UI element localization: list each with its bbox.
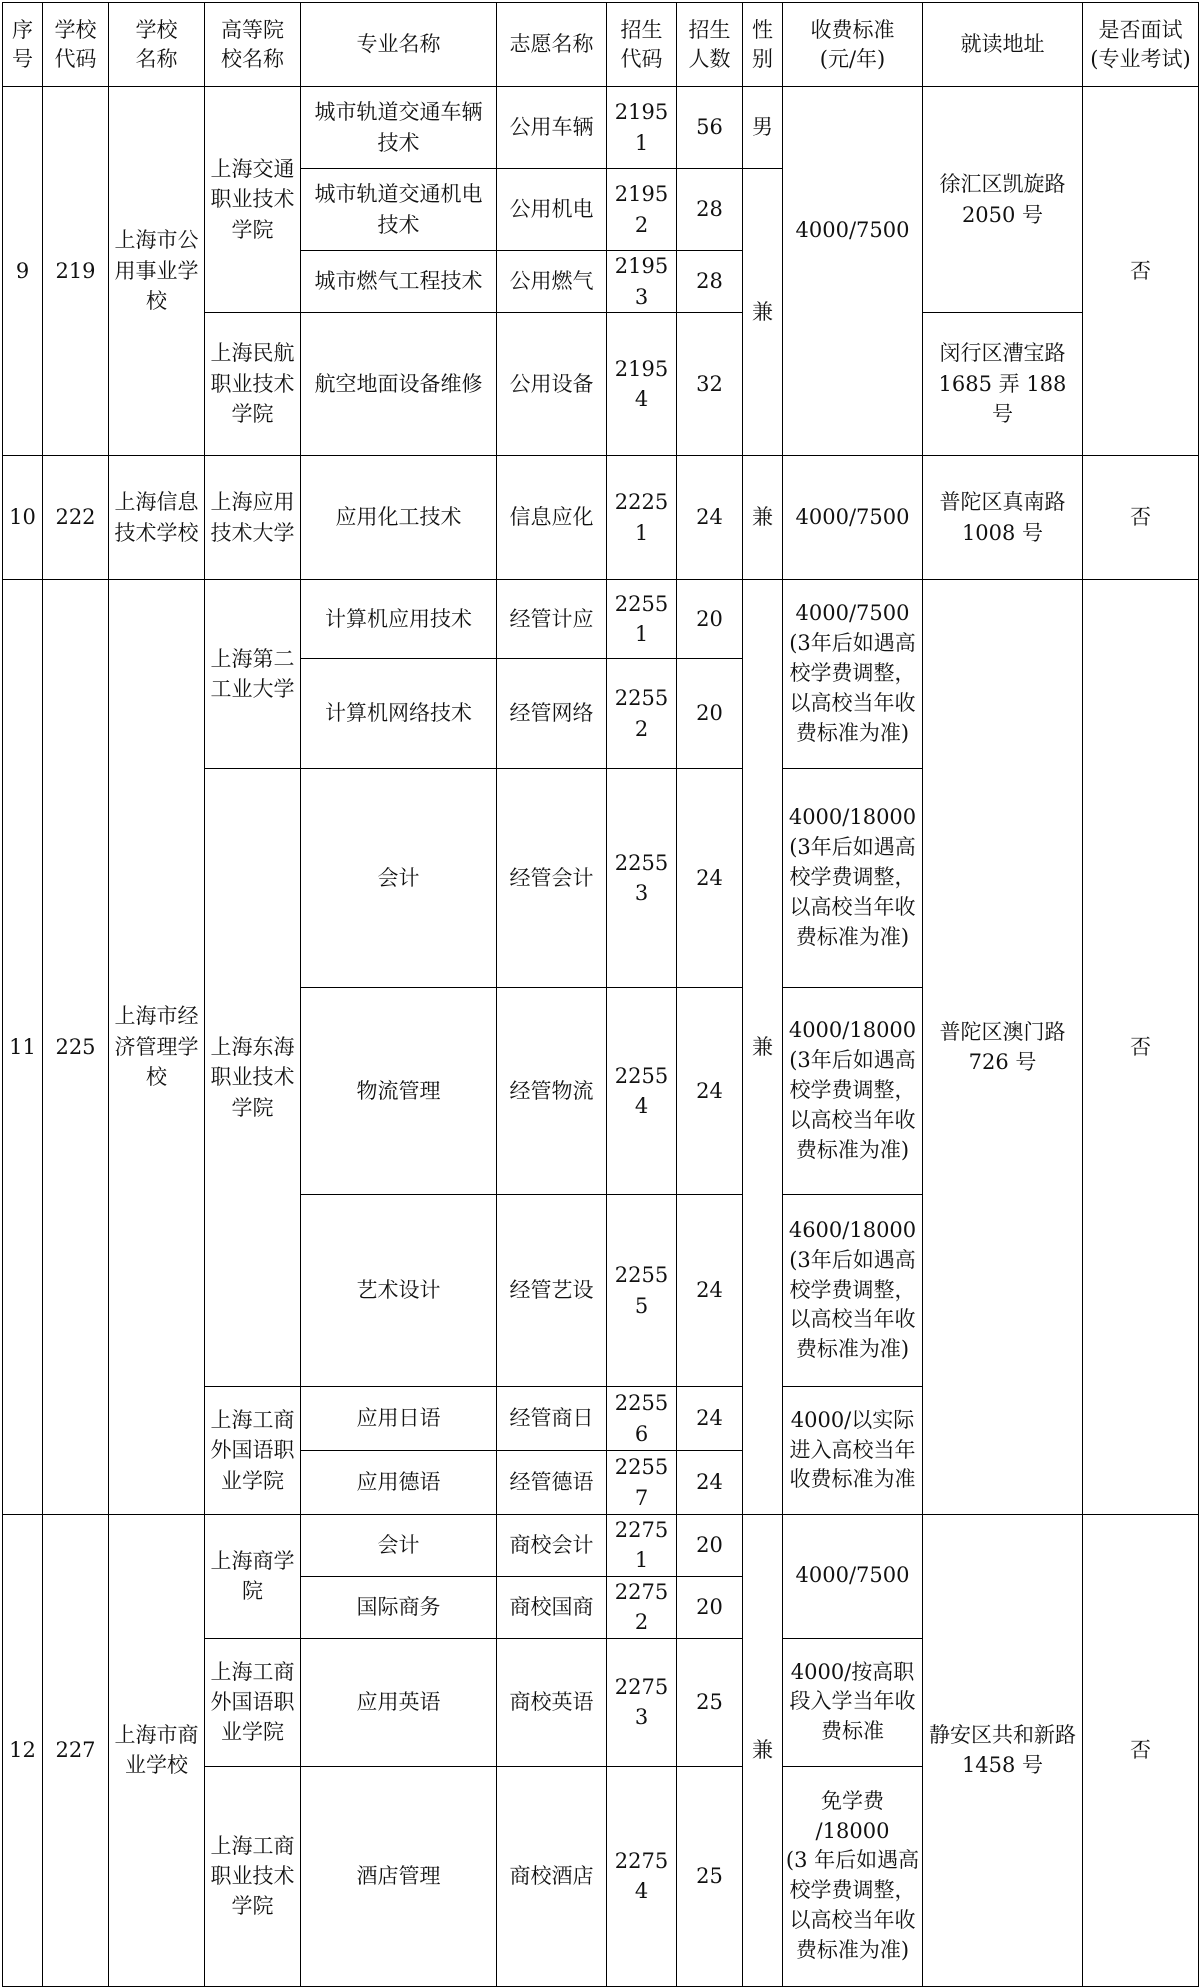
header-fee: 收费标准 (元/年) [783, 3, 923, 87]
gender-cell: 兼 [743, 1515, 783, 1987]
enroll-count-cell: 24 [677, 769, 743, 988]
college-name-cell: 上海交通职业技术学院 [205, 87, 301, 313]
enroll-count-cell: 24 [677, 1387, 743, 1451]
seq-cell: 12 [3, 1515, 43, 1987]
enroll-count-cell: 20 [677, 1576, 743, 1638]
major-cell: 物流管理 [301, 988, 497, 1195]
address-cell: 静安区共和新路 1458 号 [923, 1515, 1083, 1987]
enroll-count-cell: 24 [677, 988, 743, 1195]
fee-cell: 4000/按高职段入学当年收费标准 [783, 1638, 923, 1766]
volunteer-cell: 信息应化 [497, 456, 607, 580]
volunteer-cell: 经管会计 [497, 769, 607, 988]
fee-cell: 4600/18000(3年后如遇高校学费调整，以高校当年收费标准为准) [783, 1195, 923, 1387]
enroll-code-cell: 22555 [607, 1195, 677, 1387]
enroll-count-cell: 20 [677, 1515, 743, 1577]
header-seq: 序 号 [3, 3, 43, 87]
enroll-code-cell: 22551 [607, 580, 677, 659]
major-cell: 计算机网络技术 [301, 659, 497, 769]
enroll-code-cell: 22556 [607, 1387, 677, 1451]
volunteer-cell: 经管德语 [497, 1451, 607, 1515]
fee-cell: 4000/18000(3年后如遇高校学费调整，以高校当年收费标准为准) [783, 988, 923, 1195]
enroll-code-cell: 22751 [607, 1515, 677, 1577]
major-cell: 国际商务 [301, 1576, 497, 1638]
enroll-code-cell: 22753 [607, 1638, 677, 1766]
major-cell: 计算机应用技术 [301, 580, 497, 659]
volunteer-cell: 经管网络 [497, 659, 607, 769]
gender-cell: 男 [743, 87, 783, 169]
seq-cell: 11 [3, 580, 43, 1515]
header-school-name: 学校 名称 [109, 3, 205, 87]
major-cell: 城市轨道交通车辆技术 [301, 87, 497, 169]
gender-cell: 兼 [743, 169, 783, 456]
volunteer-cell: 商校英语 [497, 1638, 607, 1766]
major-cell: 会计 [301, 769, 497, 988]
volunteer-cell: 公用车辆 [497, 87, 607, 169]
enroll-count-cell: 28 [677, 169, 743, 251]
table-row [3, 87, 1199, 169]
enroll-count-cell: 24 [677, 1451, 743, 1515]
enroll-count-cell: 24 [677, 1195, 743, 1387]
enrollment-table [2, 2, 1199, 1987]
volunteer-cell: 经管艺设 [497, 1195, 607, 1387]
interview-cell: 否 [1083, 456, 1199, 580]
enroll-code-cell: 21954 [607, 313, 677, 456]
address-cell: 普陀区真南路 1008 号 [923, 456, 1083, 580]
enroll-count-cell: 20 [677, 580, 743, 659]
interview-cell: 否 [1083, 87, 1199, 456]
school-code-cell: 227 [43, 1515, 109, 1987]
header-address: 就读地址 [923, 3, 1083, 87]
fee-cell: 免学费 /18000 (3 年后如遇高校学费调整，以高校当年收费标准为准) [783, 1766, 923, 1986]
enroll-count-cell: 20 [677, 659, 743, 769]
header-volunteer: 志愿名称 [497, 3, 607, 87]
enroll-code-cell: 21952 [607, 169, 677, 251]
enroll-count-cell: 32 [677, 313, 743, 456]
major-cell: 应用德语 [301, 1451, 497, 1515]
major-cell: 会计 [301, 1515, 497, 1577]
seq-cell: 10 [3, 456, 43, 580]
header-major: 专业名称 [301, 3, 497, 87]
gender-cell: 兼 [743, 580, 783, 1515]
enroll-code-cell: 22552 [607, 659, 677, 769]
enroll-code-cell: 22754 [607, 1766, 677, 1986]
enroll-code-cell: 21953 [607, 251, 677, 313]
address-cell: 普陀区澳门路 726 号 [923, 580, 1083, 1515]
header-college-name: 高等院 校名称 [205, 3, 301, 87]
college-name-cell: 上海商学院 [205, 1515, 301, 1639]
address-cell: 闵行区漕宝路 1685 弄 188 号 [923, 313, 1083, 456]
interview-cell: 否 [1083, 1515, 1199, 1987]
table-row [3, 1515, 1199, 1577]
volunteer-cell: 商校国商 [497, 1576, 607, 1638]
header-enroll-code: 招生 代码 [607, 3, 677, 87]
school-name-cell: 上海市经济管理学校 [109, 580, 205, 1515]
school-code-cell: 222 [43, 456, 109, 580]
enroll-code-cell: 22553 [607, 769, 677, 988]
enroll-code-cell: 22752 [607, 1576, 677, 1638]
header-row [3, 3, 1199, 87]
enroll-count-cell: 28 [677, 251, 743, 313]
major-cell: 城市燃气工程技术 [301, 251, 497, 313]
college-name-cell: 上海第二工业大学 [205, 580, 301, 769]
table-row [3, 580, 1199, 659]
college-name-cell: 上海应用技术大学 [205, 456, 301, 580]
major-cell: 应用日语 [301, 1387, 497, 1451]
school-name-cell: 上海市公用事业学校 [109, 87, 205, 456]
header-enroll-count: 招生 人数 [677, 3, 743, 87]
enroll-count-cell: 25 [677, 1766, 743, 1986]
school-code-cell: 225 [43, 580, 109, 1515]
fee-cell: 4000/7500 [783, 87, 923, 456]
enroll-count-cell: 25 [677, 1638, 743, 1766]
school-code-cell: 219 [43, 87, 109, 456]
major-cell: 酒店管理 [301, 1766, 497, 1986]
college-name-cell: 上海工商外国语职业学院 [205, 1638, 301, 1766]
college-name-cell: 上海东海职业技术学院 [205, 769, 301, 1387]
enroll-count-cell: 24 [677, 456, 743, 580]
major-cell: 城市轨道交通机电技术 [301, 169, 497, 251]
school-name-cell: 上海信息技术学校 [109, 456, 205, 580]
volunteer-cell: 公用机电 [497, 169, 607, 251]
table-row [3, 456, 1199, 580]
major-cell: 应用化工技术 [301, 456, 497, 580]
volunteer-cell: 公用设备 [497, 313, 607, 456]
college-name-cell: 上海工商外国语职业学院 [205, 1387, 301, 1515]
college-name-cell: 上海工商职业技术学院 [205, 1766, 301, 1986]
enroll-code-cell: 22554 [607, 988, 677, 1195]
volunteer-cell: 经管计应 [497, 580, 607, 659]
enroll-code-cell: 22557 [607, 1451, 677, 1515]
volunteer-cell: 公用燃气 [497, 251, 607, 313]
header-interview: 是否面试 (专业考试) [1083, 3, 1199, 87]
college-name-cell: 上海民航职业技术学院 [205, 313, 301, 456]
header-school-code: 学校 代码 [43, 3, 109, 87]
fee-cell: 4000/18000(3年后如遇高校学费调整，以高校当年收费标准为准) [783, 769, 923, 988]
seq-cell: 9 [3, 87, 43, 456]
enroll-code-cell: 22251 [607, 456, 677, 580]
address-cell: 徐汇区凯旋路 2050 号 [923, 87, 1083, 313]
enroll-code-cell: 21951 [607, 87, 677, 169]
interview-cell: 否 [1083, 580, 1199, 1515]
school-name-cell: 上海市商业学校 [109, 1515, 205, 1987]
fee-cell: 4000/以实际进入高校当年收费标准为准 [783, 1387, 923, 1515]
fee-cell: 4000/7500 [783, 456, 923, 580]
major-cell: 艺术设计 [301, 1195, 497, 1387]
fee-cell: 4000/7500(3年后如遇高校学费调整，以高校当年收费标准为准) [783, 580, 923, 769]
volunteer-cell: 商校会计 [497, 1515, 607, 1577]
major-cell: 应用英语 [301, 1638, 497, 1766]
volunteer-cell: 商校酒店 [497, 1766, 607, 1986]
volunteer-cell: 经管商日 [497, 1387, 607, 1451]
enroll-count-cell: 56 [677, 87, 743, 169]
volunteer-cell: 经管物流 [497, 988, 607, 1195]
header-gender: 性 别 [743, 3, 783, 87]
fee-cell: 4000/7500 [783, 1515, 923, 1639]
gender-cell: 兼 [743, 456, 783, 580]
major-cell: 航空地面设备维修 [301, 313, 497, 456]
